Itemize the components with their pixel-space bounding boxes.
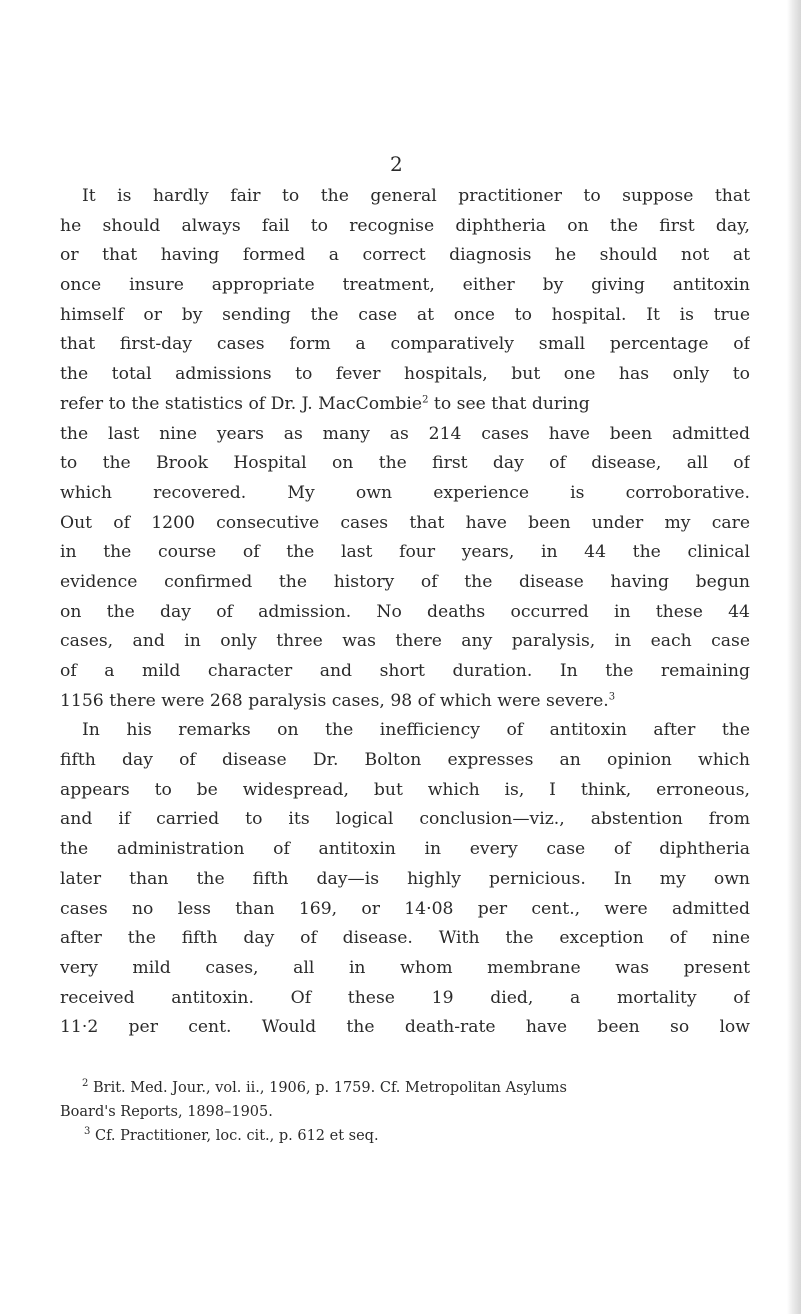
text-line: after the fifth day of disease. With the exception of nine: [60, 928, 750, 949]
text-line: It is hardly fair to the general practitioner to suppose that: [82, 186, 750, 206]
footnote-marker: 2: [82, 1078, 89, 1090]
text-line: the administration of antitoxin in every case of diphtheria: [60, 839, 750, 860]
footnote-ref: 3: [608, 690, 616, 702]
footnote-text: Cf. Practitioner, loc. cit., p. 612 et seq.: [94, 1128, 379, 1144]
page-edge-shadow: [787, 0, 801, 1314]
text-line: very mild cases, all in whom membrane was present: [60, 957, 750, 978]
text-line: In his remarks on the inefficiency of antitoxin after the: [82, 720, 750, 741]
text-line: the last nine years as many as 214 cases have been admitted: [60, 423, 750, 444]
text-line: the total admissions to fever hospitals, but one has only to: [60, 364, 750, 385]
text-line: and if carried to its logical conclusion—viz., abstention from: [60, 809, 750, 830]
text-line: he should always fail to recognise diphtheria on the first day,: [60, 215, 750, 236]
text-line: in the course of the last four years, in 44 the clinical: [60, 542, 750, 563]
text-line: later than the fifth day—is highly pernicious. In my own: [60, 868, 750, 889]
text-line: appears to be widespread, but which is, I think, erroneous,: [60, 779, 750, 800]
footnote-marker: 3: [84, 1126, 91, 1138]
text-line: received antitoxin. Of these 19 died, a mortality of: [60, 987, 750, 1008]
text-line: which recovered. My own experience is corroborative.: [60, 482, 750, 503]
text-line: fifth day of disease Dr. Bolton expresses an opinion which: [60, 750, 750, 771]
text-line: 11·2 per cent. Would the death-rate have been so low: [60, 1017, 750, 1038]
text-line: [60, 390, 750, 420]
text-line: to the Brook Hospital on the first day of disease, all of: [60, 453, 750, 474]
footnote-text: Brit. Med. Jour., vol. ii., 1906, p. 1759. Cf. Metropolitan Asylums: [92, 1080, 567, 1096]
footnote-2-continued: Board's Reports, 1898–1905.: [60, 1104, 273, 1120]
text-line: on the day of admission. No deaths occurred in these 44: [60, 601, 750, 622]
text-line: himself or by sending the case at once to hospital. It is true: [60, 304, 750, 325]
text-line: cases no less than 169, or 14·08 per cent., were admitted: [60, 898, 750, 919]
text-line: Out of 1200 consecutive cases that have been under my care: [60, 512, 750, 533]
text-line: cases, and in only three was there any paralysis, in each case: [60, 631, 750, 652]
footnotes: [60, 1076, 750, 1148]
text-line: that first-day cases form a comparatively small percentage of: [60, 334, 750, 355]
footnote-2: [82, 1076, 750, 1100]
text-line: of a mild character and short duration. In the remaining: [60, 661, 750, 681]
footnote-3: [84, 1124, 750, 1148]
page-number: 2: [390, 152, 403, 176]
main-paragraphs: [60, 182, 750, 1043]
text-line: once insure appropriate treatment, either by giving antitoxin: [60, 275, 750, 296]
text-line: [60, 687, 750, 717]
text-line: or that having formed a correct diagnosis he should not at: [60, 245, 750, 266]
footnote-ref: 2: [422, 394, 429, 406]
text-line: evidence confirmed the history of the disease having begun: [60, 571, 750, 592]
text-line-part: to see that during: [428, 393, 590, 414]
text-line-part: refer to the statistics of Dr. J. MacCombie: [60, 393, 423, 414]
text-line-part: 1156 there were 268 paralysis cases, 98 of which were severe.: [60, 690, 609, 711]
